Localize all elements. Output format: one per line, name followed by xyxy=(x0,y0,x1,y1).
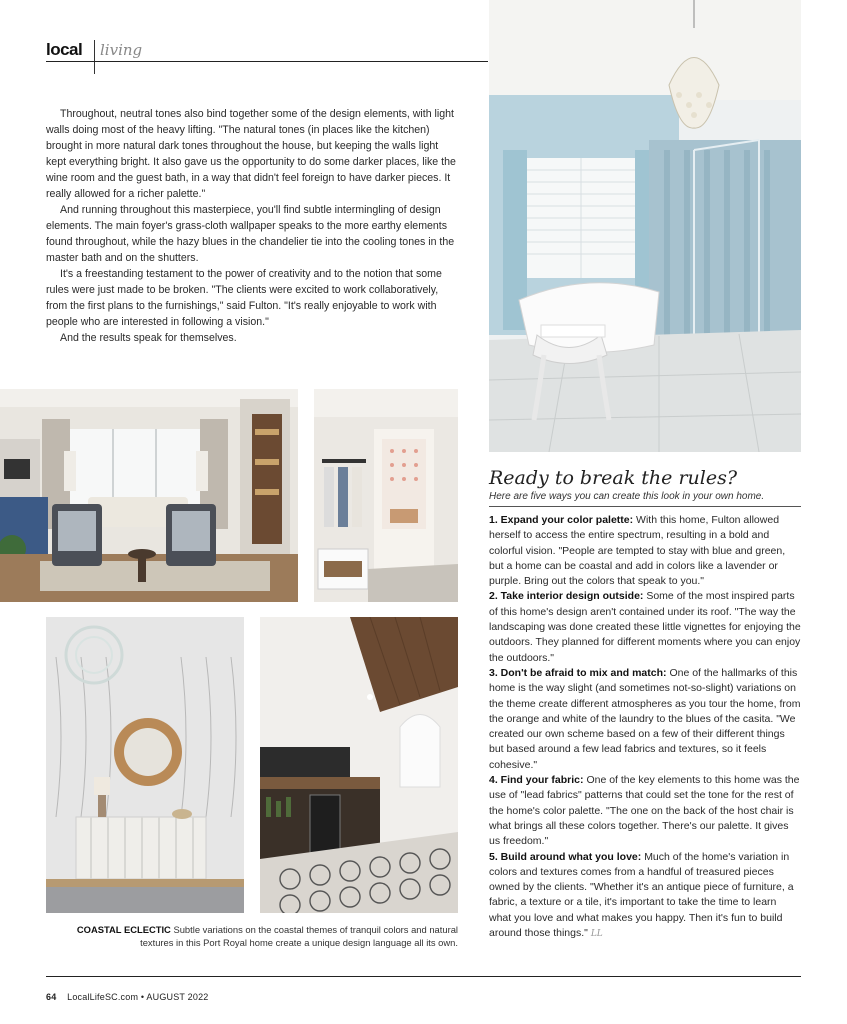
tip-heading: 2. Take interior design outside: xyxy=(489,590,644,603)
caption-text: Subtle variations on the coastal themes of tranquil colors and natural textures in this Port Royal home create a unique design language all its own. xyxy=(140,924,458,948)
bar-room-photo xyxy=(260,617,458,913)
article-paragraph: It's a freestanding testament to the power of creativity and to the notion that some rules were just made to be broken. "The clients were excited to work collaboratively, from the first plans to the furnishings," said Fulton. "It's really enjoyable to work with people who are interested in following a vision." xyxy=(46,268,442,328)
section-label: living xyxy=(100,41,143,59)
tip-body: One of the hallmarks of this home is the way slight (and sometimes not-so-slight) variations on the theme create different atmospheres as you tour the home, from the orange and white of the laundry to the blues of the casita. "We created our own scheme based on a few of their different things but based around a few lead fabrics and textures, so it feels cohesive." xyxy=(489,666,801,771)
tip-body: Some of the most inspired parts of this home's design aren't contained under its roof. "The way the landscaping was done created these little vignettes for enjoying the outdoors. They planned for different moments where you can enjoy the outdoors." xyxy=(489,590,801,664)
footer-rule xyxy=(46,976,801,977)
logo-divider xyxy=(94,40,95,74)
article-paragraph: And the results speak for themselves. xyxy=(60,332,237,344)
tip-heading: 5. Build around what you love: xyxy=(489,850,642,863)
photo-caption xyxy=(46,923,458,949)
tip-heading: 1. Expand your color palette: xyxy=(489,514,634,526)
tip-heading: 4. Find your fabric: xyxy=(489,774,584,787)
tip-item xyxy=(489,850,801,943)
tip-body: With this home, Fulton allowed herself to access the entire spectrum, resulting in a bold and colorful vision. "People are tempted to stay with blue and green, but a home can be coastal and add in colors like a lavender or purple. Bring out the colors that speak to you." xyxy=(489,514,786,588)
living-room-photo xyxy=(0,389,298,602)
caption-label: COASTAL ECLECTIC xyxy=(76,924,171,935)
sidebar-subtitle: Here are five ways you can create this look in your own home. xyxy=(489,491,765,502)
sidebar-title: Ready to break the rules? xyxy=(489,467,738,489)
entryway-photo xyxy=(46,617,244,913)
bathroom-photo xyxy=(489,0,801,452)
tip-item xyxy=(489,773,801,849)
publication-credit: LocalLifeSC.com • AUGUST 2022 xyxy=(67,992,209,1002)
header-rule xyxy=(46,61,488,62)
article-body xyxy=(46,106,458,346)
tips-list xyxy=(489,513,801,942)
tip-heading: 3. Don't be afraid to mix and match: xyxy=(489,666,667,679)
page-number: 64 xyxy=(46,992,57,1002)
tip-item xyxy=(489,513,801,589)
tip-body: Much of the home's variation in colors and textures comes from a handful of treasured pieces owned by the clients. "Whether it's an antique piece of furniture, a fabric, a texture or a tile, it's important to take the time to learn what you love and what makes you happy. Then it's fun to build around those things." xyxy=(489,850,794,940)
end-mark: LL xyxy=(590,929,603,940)
page-footer xyxy=(46,992,208,1002)
tip-item xyxy=(489,589,801,665)
article-paragraph: Throughout, neutral tones also bind together some of the design elements, with light walls doing most of the heavy lifting. "The natural tones (in places like the kitchen) brought in more natural dark tones throughout the house, but keeping the walls light kept everything bright. It also gave us the opportunity to do some darker places, like the wine room and the guest bath, in a way that didn't feel foreign to have darker pieces. It really allowed for a richer palette." xyxy=(46,108,456,200)
article-paragraph: And running throughout this masterpiece, you'll find subtle intermingling of design elements. The main foyer's grass-cloth wallpaper speaks to the more earthy elements found throughout, while the hazy blues in the chandelier tie into the cooling tones in the master bath and on the shutters. xyxy=(46,204,455,264)
sidebar-rule xyxy=(489,506,801,507)
publication-logo: local xyxy=(46,40,83,59)
tip-item xyxy=(489,666,801,773)
hallway-photo xyxy=(314,389,458,602)
tip-body: One of the key elements to this home was the use of "lead fabrics" patterns that could set the tone for the rest of the home's color palette. "The one on the back of the host chair is what brings all these colors together. There's our palette. It gives us freedom." xyxy=(489,774,800,848)
